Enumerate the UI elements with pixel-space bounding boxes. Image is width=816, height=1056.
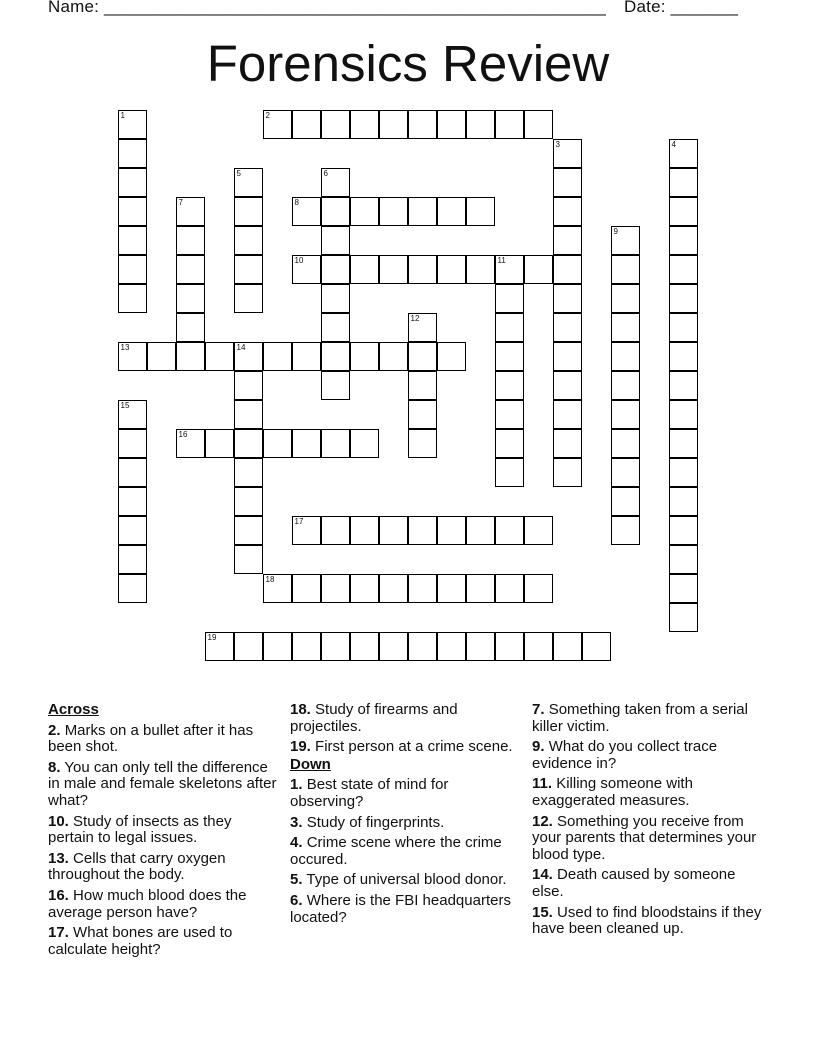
grid-cell[interactable] [118, 342, 147, 371]
grid-cell[interactable] [611, 313, 640, 342]
cell-number: 3 [555, 139, 560, 149]
grid-cell[interactable] [234, 429, 263, 458]
clues-column-2 [290, 702, 522, 930]
clue-down-3: 3. Study of fingerprints. [290, 813, 445, 831]
grid-cell[interactable] [292, 110, 321, 139]
grid-cell[interactable] [669, 545, 698, 574]
grid-cell[interactable] [350, 429, 379, 458]
grid-cell[interactable] [176, 313, 205, 342]
grid-cell[interactable] [495, 110, 524, 139]
grid-cell[interactable] [669, 313, 698, 342]
grid-cell[interactable] [553, 139, 582, 168]
grid-cell[interactable] [611, 342, 640, 371]
grid-cell[interactable] [350, 110, 379, 139]
cell-number: 19 [207, 632, 217, 642]
grid-cell[interactable] [553, 168, 582, 197]
grid-cell[interactable] [408, 429, 437, 458]
grid-cell[interactable] [437, 110, 466, 139]
grid-cell[interactable] [466, 574, 495, 603]
grid-cell[interactable] [495, 574, 524, 603]
grid-cell[interactable] [466, 197, 495, 226]
grid-cell[interactable] [205, 342, 234, 371]
clue-down-4: 4. Crime scene where the crime occured. [290, 834, 502, 868]
grid-cell[interactable] [524, 574, 553, 603]
grid-cell[interactable] [292, 342, 321, 371]
grid-cell[interactable] [118, 400, 147, 429]
grid-cell[interactable] [524, 632, 553, 661]
grid-cell[interactable] [437, 516, 466, 545]
grid-cell[interactable] [234, 255, 263, 284]
cell-number: 10 [294, 255, 304, 265]
grid-cell[interactable] [321, 226, 350, 255]
grid-cell[interactable] [118, 516, 147, 545]
grid-cell[interactable] [292, 429, 321, 458]
header-line [48, 0, 738, 17]
grid-cell[interactable] [669, 168, 698, 197]
across-heading: Across [48, 701, 99, 718]
grid-cell[interactable] [611, 400, 640, 429]
grid-cell[interactable] [234, 487, 263, 516]
grid-cell[interactable] [495, 632, 524, 661]
cell-number: 9 [613, 226, 618, 236]
grid-cell[interactable] [379, 516, 408, 545]
grid-cell[interactable] [553, 371, 582, 400]
grid-cell[interactable] [495, 400, 524, 429]
grid-cell[interactable] [408, 342, 437, 371]
name-line[interactable]: ____________________________________________________ [104, 0, 607, 16]
clue-down-12: 12. Something you receive from your parents that determines your blood type. [532, 812, 757, 863]
clue-across-17: 17. What bones are used to calculate height? [48, 924, 233, 958]
clue-down-6: 6. Where is the FBI headquarters located? [290, 891, 511, 926]
clues-area [48, 702, 778, 1002]
grid-cell[interactable] [350, 255, 379, 284]
grid-cell[interactable] [611, 458, 640, 487]
grid-cell[interactable] [176, 429, 205, 458]
grid-cell[interactable] [234, 342, 263, 371]
grid-cell[interactable] [263, 342, 292, 371]
grid-cell[interactable] [176, 255, 205, 284]
grid-cell[interactable] [669, 139, 698, 168]
grid-cell[interactable] [234, 197, 263, 226]
grid-cell[interactable] [553, 313, 582, 342]
grid-cell[interactable] [495, 458, 524, 487]
grid-cell[interactable] [495, 284, 524, 313]
grid-cell[interactable] [321, 574, 350, 603]
cell-number: 2 [265, 110, 270, 120]
grid-cell[interactable] [466, 255, 495, 284]
grid-cell[interactable] [118, 139, 147, 168]
clue-down-7: 7. Something taken from a serial killer victim. [532, 701, 748, 735]
grid-cell[interactable] [350, 342, 379, 371]
grid-cell[interactable] [669, 400, 698, 429]
grid-cell[interactable] [611, 255, 640, 284]
grid-cell[interactable] [321, 168, 350, 197]
grid-cell[interactable] [669, 574, 698, 603]
grid-cell[interactable] [408, 632, 437, 661]
cell-number: 12 [410, 313, 420, 323]
grid-cell[interactable] [176, 226, 205, 255]
grid-cell[interactable] [611, 487, 640, 516]
clue-across-13: 13. Cells that carry oxygen throughout the body. [48, 849, 226, 884]
grid-cell[interactable] [669, 487, 698, 516]
grid-cell[interactable] [321, 342, 350, 371]
clue-down-9: 9. What do you collect trace evidence in? [532, 738, 718, 772]
grid-cell[interactable] [669, 284, 698, 313]
grid-cell[interactable] [408, 516, 437, 545]
cell-number: 4 [671, 139, 676, 149]
grid-cell[interactable] [118, 226, 147, 255]
grid-cell[interactable] [466, 110, 495, 139]
grid-cell[interactable] [466, 632, 495, 661]
grid-cell[interactable] [234, 371, 263, 400]
cell-number: 15 [120, 400, 130, 410]
grid-cell[interactable] [466, 516, 495, 545]
grid-cell[interactable] [611, 371, 640, 400]
grid-cell[interactable] [118, 110, 147, 139]
grid-cell[interactable] [379, 342, 408, 371]
cell-number: 17 [294, 516, 304, 526]
grid-cell[interactable] [234, 516, 263, 545]
grid-cell[interactable] [205, 429, 234, 458]
grid-cell[interactable] [408, 197, 437, 226]
grid-cell[interactable] [553, 255, 582, 284]
grid-cell[interactable] [147, 342, 176, 371]
grid-cell[interactable] [611, 429, 640, 458]
grid-cell[interactable] [234, 284, 263, 313]
grid-cell[interactable] [408, 110, 437, 139]
grid-cell[interactable] [379, 574, 408, 603]
grid-cell[interactable] [408, 574, 437, 603]
date-label: Date: [624, 0, 671, 16]
grid-cell[interactable] [553, 632, 582, 661]
grid-cell[interactable] [118, 429, 147, 458]
cell-number: 7 [178, 197, 183, 207]
grid-cell[interactable] [118, 458, 147, 487]
grid-cell[interactable] [379, 110, 408, 139]
grid-cell[interactable] [379, 632, 408, 661]
grid-cell[interactable] [118, 168, 147, 197]
grid-cell[interactable] [118, 197, 147, 226]
clue-down-1: 1. Best state of mind for observing? [290, 776, 449, 810]
grid-cell[interactable] [669, 516, 698, 545]
grid-cell[interactable] [234, 458, 263, 487]
grid-cell[interactable] [437, 632, 466, 661]
grid-cell[interactable] [437, 342, 466, 371]
grid-cell[interactable] [321, 110, 350, 139]
clue-down-5: 5. Type of universal blood donor. [290, 871, 507, 889]
grid-cell[interactable] [553, 400, 582, 429]
clue-across-16: 16. How much blood does the average person have? [48, 886, 247, 921]
cell-number: 13 [120, 342, 130, 352]
grid-cell[interactable] [176, 284, 205, 313]
down-heading: Down [290, 755, 331, 773]
grid-cell[interactable] [350, 516, 379, 545]
grid-cell[interactable] [553, 429, 582, 458]
grid-cell[interactable] [524, 516, 553, 545]
grid-cell[interactable] [321, 313, 350, 342]
grid-cell[interactable] [379, 197, 408, 226]
grid-cell[interactable] [118, 545, 147, 574]
grid-cell[interactable] [234, 545, 263, 574]
clue-across-19: 19. First person at a crime scene. [290, 738, 513, 756]
grid-cell[interactable] [292, 255, 321, 284]
grid-cell[interactable] [292, 197, 321, 226]
grid-cell[interactable] [234, 226, 263, 255]
grid-cell[interactable] [495, 429, 524, 458]
grid-cell[interactable] [553, 458, 582, 487]
grid-cell[interactable] [611, 516, 640, 545]
grid-cell[interactable] [582, 632, 611, 661]
cell-number: 1 [120, 110, 125, 120]
grid-cell[interactable] [321, 429, 350, 458]
cell-number: 16 [178, 429, 188, 439]
grid-cell[interactable] [292, 632, 321, 661]
grid-cell[interactable] [495, 313, 524, 342]
grid-cell[interactable] [553, 284, 582, 313]
grid-cell[interactable] [495, 342, 524, 371]
grid-cell[interactable] [408, 371, 437, 400]
clues-column-1 [48, 702, 280, 962]
cell-number: 5 [236, 168, 241, 178]
grid-cell[interactable] [321, 632, 350, 661]
cell-number: 6 [323, 168, 328, 178]
grid-cell[interactable] [176, 342, 205, 371]
grid-cell[interactable] [553, 342, 582, 371]
grid-cell[interactable] [263, 574, 292, 603]
grid-cell[interactable] [669, 197, 698, 226]
grid-cell[interactable] [234, 400, 263, 429]
cell-number: 14 [236, 342, 246, 352]
grid-cell[interactable] [321, 516, 350, 545]
grid-cell[interactable] [495, 371, 524, 400]
grid-cell[interactable] [408, 313, 437, 342]
clues-column-3 [532, 702, 764, 942]
grid-cell[interactable] [350, 632, 379, 661]
clue-across-10: 10. Study of insects as they pertain to legal issues. [48, 812, 232, 847]
grid-cell[interactable] [524, 110, 553, 139]
grid-cell[interactable] [321, 371, 350, 400]
grid-cell[interactable] [263, 632, 292, 661]
grid-cell[interactable] [437, 197, 466, 226]
grid-cell[interactable] [495, 516, 524, 545]
clue-down-15: 15. Used to find bloodstains if they have been cleaned up. [532, 903, 762, 938]
grid-cell[interactable] [669, 458, 698, 487]
grid-cell[interactable] [437, 255, 466, 284]
grid-cell[interactable] [408, 400, 437, 429]
grid-cell[interactable] [669, 429, 698, 458]
cell-number: 11 [497, 255, 506, 265]
grid-cell[interactable] [437, 574, 466, 603]
clue-across-8: 8. You can only tell the difference in male and female skeletons after what? [48, 758, 277, 809]
grid-cell[interactable] [553, 226, 582, 255]
grid-cell[interactable] [292, 574, 321, 603]
date-line[interactable]: _______ [670, 0, 739, 16]
name-label: Name: [48, 0, 104, 16]
grid-cell[interactable] [176, 197, 205, 226]
grid-cell[interactable] [234, 168, 263, 197]
clue-down-11: 11. Killing someone with exaggerated measures. [532, 775, 693, 809]
grid-cell[interactable] [118, 574, 147, 603]
grid-cell[interactable] [350, 197, 379, 226]
grid-cell[interactable] [524, 255, 553, 284]
grid-cell[interactable] [263, 110, 292, 139]
grid-cell[interactable] [611, 226, 640, 255]
grid-cell[interactable] [118, 487, 147, 516]
grid-cell[interactable] [611, 284, 640, 313]
grid-cell[interactable] [350, 574, 379, 603]
grid-cell[interactable] [408, 255, 437, 284]
grid-cell[interactable] [234, 632, 263, 661]
grid-cell[interactable] [379, 255, 408, 284]
grid-cell[interactable] [669, 603, 698, 632]
page-title: Forensics Review [206, 35, 610, 92]
grid-cell[interactable] [669, 226, 698, 255]
grid-cell[interactable] [321, 255, 350, 284]
grid-cell[interactable] [118, 255, 147, 284]
cell-number: 18 [265, 574, 275, 584]
cell-number: 8 [294, 197, 299, 207]
grid-cell[interactable] [321, 197, 350, 226]
grid-cell[interactable] [669, 371, 698, 400]
clue-across-2: 2. Marks on a bullet after it has been shot. [48, 721, 254, 756]
grid-cell[interactable] [669, 255, 698, 284]
grid-cell[interactable] [669, 342, 698, 371]
clue-down-14: 14. Death caused by someone else. [532, 866, 736, 900]
grid-cell[interactable] [205, 632, 234, 661]
clue-across-18: 18. Study of firearms and projectiles. [290, 701, 458, 735]
grid-cell[interactable] [321, 284, 350, 313]
grid-cell[interactable] [118, 284, 147, 313]
grid-cell[interactable] [263, 429, 292, 458]
grid-cell[interactable] [495, 255, 524, 284]
grid-cell[interactable] [292, 516, 321, 545]
grid-cell[interactable] [553, 197, 582, 226]
